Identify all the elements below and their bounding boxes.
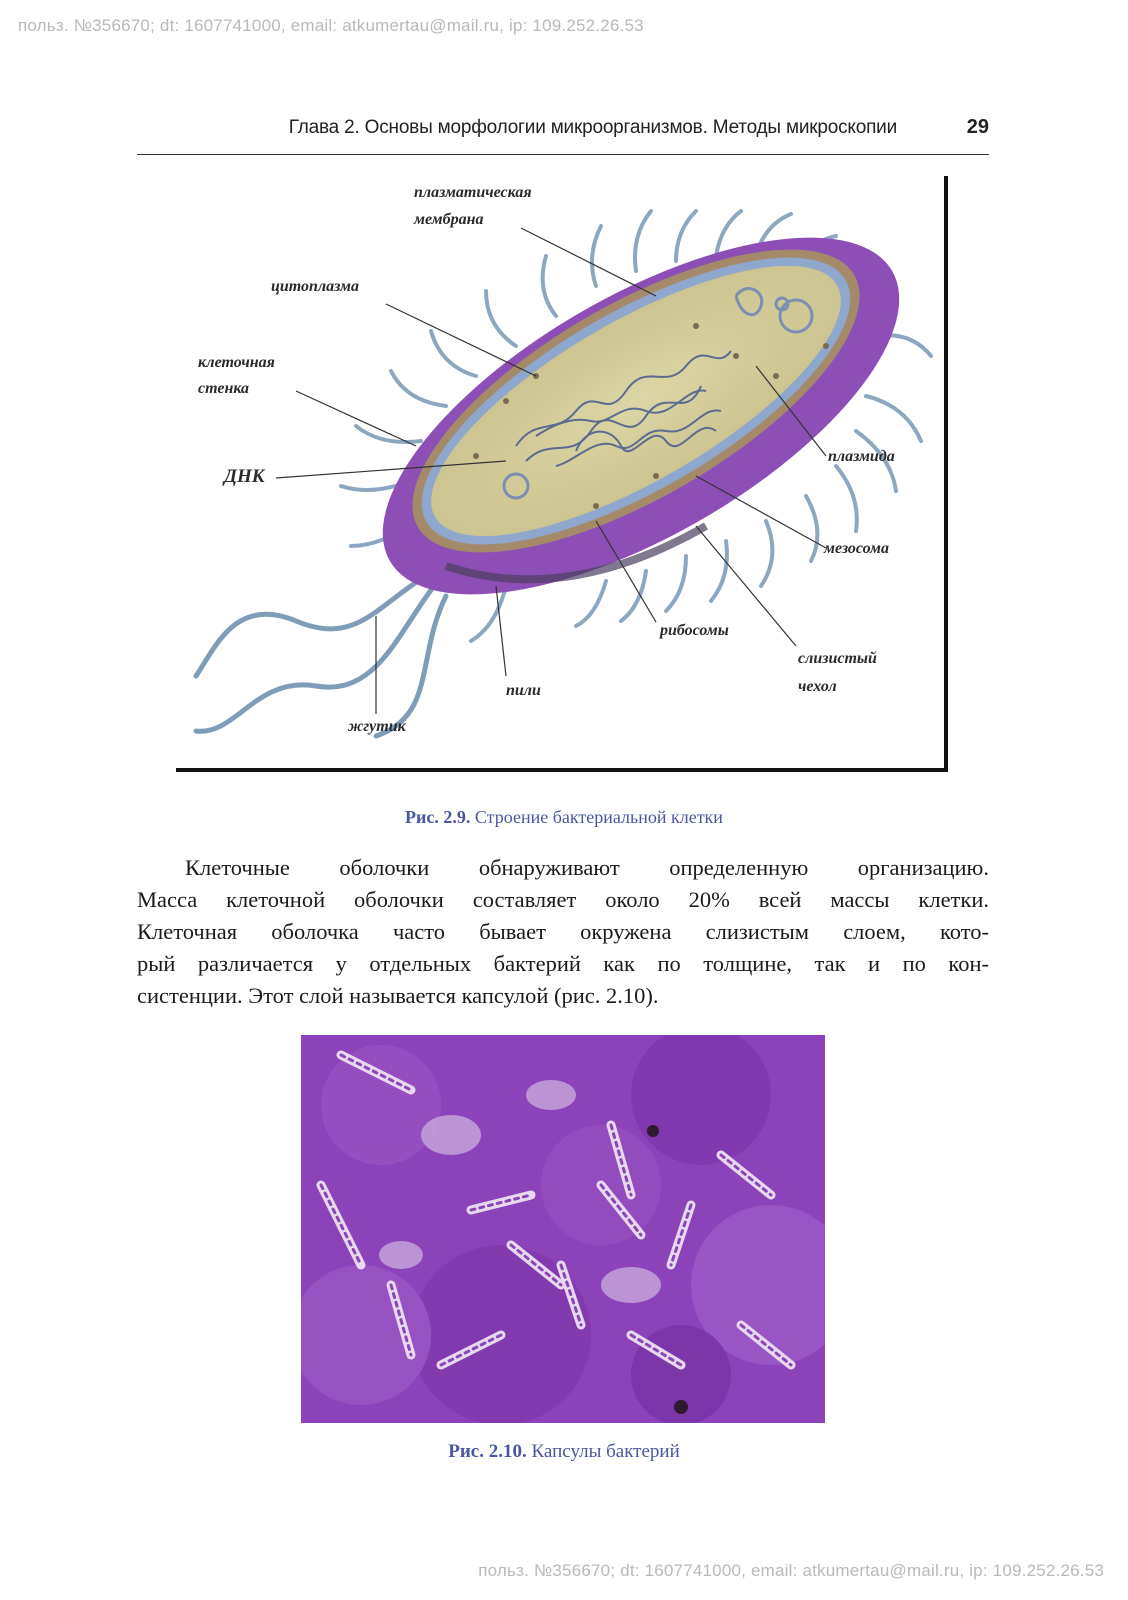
figure2-caption-text: Капсулы бактерий xyxy=(531,1441,680,1462)
label-flagellum: жгутик xyxy=(348,718,406,735)
label-ribosomes: рибосомы xyxy=(660,622,729,639)
label-plasmid: плазмида xyxy=(828,448,895,465)
flagellum-shape xyxy=(196,576,446,736)
paragraph-line: Масса клеточной оболочки составляет около 20% всей массы клетки. xyxy=(137,887,989,912)
label-cytoplasm: цитоплазма xyxy=(271,278,359,295)
label-slime-2: чехол xyxy=(798,678,837,695)
watermark-bottom: польз. №356670; dt: 1607741000, email: atkumertau@mail.ru, ip: 109.252.26.53 xyxy=(478,1561,1104,1580)
figure2-caption xyxy=(0,1441,1128,1463)
watermark-top: польз. №356670; dt: 1607741000, email: atkumertau@mail.ru, ip: 109.252.26.53 xyxy=(18,16,644,35)
figure2-caption-number: Рис. 2.10. xyxy=(448,1441,527,1462)
paragraph-line: Клеточные оболочки обнаруживают определенную организацию. xyxy=(185,855,989,880)
paragraph-line: систенции. Этот слой называется капсулой (рис. 2.10). xyxy=(137,983,659,1008)
label-mesosome: мезосома xyxy=(824,540,889,557)
running-title: Глава 2. Основы морфологии микроорганизмов. Методы микроскопии xyxy=(288,117,897,138)
body-paragraph xyxy=(137,852,989,1012)
capsules-micrograph xyxy=(301,1035,825,1423)
paragraph-line: Клеточная оболочка часто бывает окружена слизистым слоем, кото- xyxy=(137,919,989,944)
bacterial-cell-figure xyxy=(176,176,948,772)
label-slime-1: слизистый xyxy=(798,650,877,667)
paragraph-line: рый различается у отдельных бактерий как по толщине, так и по кон- xyxy=(137,951,989,976)
figure1-caption-number: Рис. 2.9. xyxy=(405,807,471,827)
label-cell-wall-1: клеточная xyxy=(198,354,275,371)
figure1-caption xyxy=(0,807,1128,828)
label-pili: пили xyxy=(506,682,541,699)
page-number: 29 xyxy=(966,116,989,138)
running-header xyxy=(137,114,989,155)
label-cell-wall-2: стенка xyxy=(198,380,250,397)
label-plasma-membrane-1: плазматическая xyxy=(414,184,532,201)
label-dna: ДНК xyxy=(224,466,265,487)
capsules-micrograph-image xyxy=(301,1035,825,1423)
label-plasma-membrane-2: мембрана xyxy=(414,211,484,228)
figure1-caption-text: Строение бактериальной клетки xyxy=(474,807,723,827)
